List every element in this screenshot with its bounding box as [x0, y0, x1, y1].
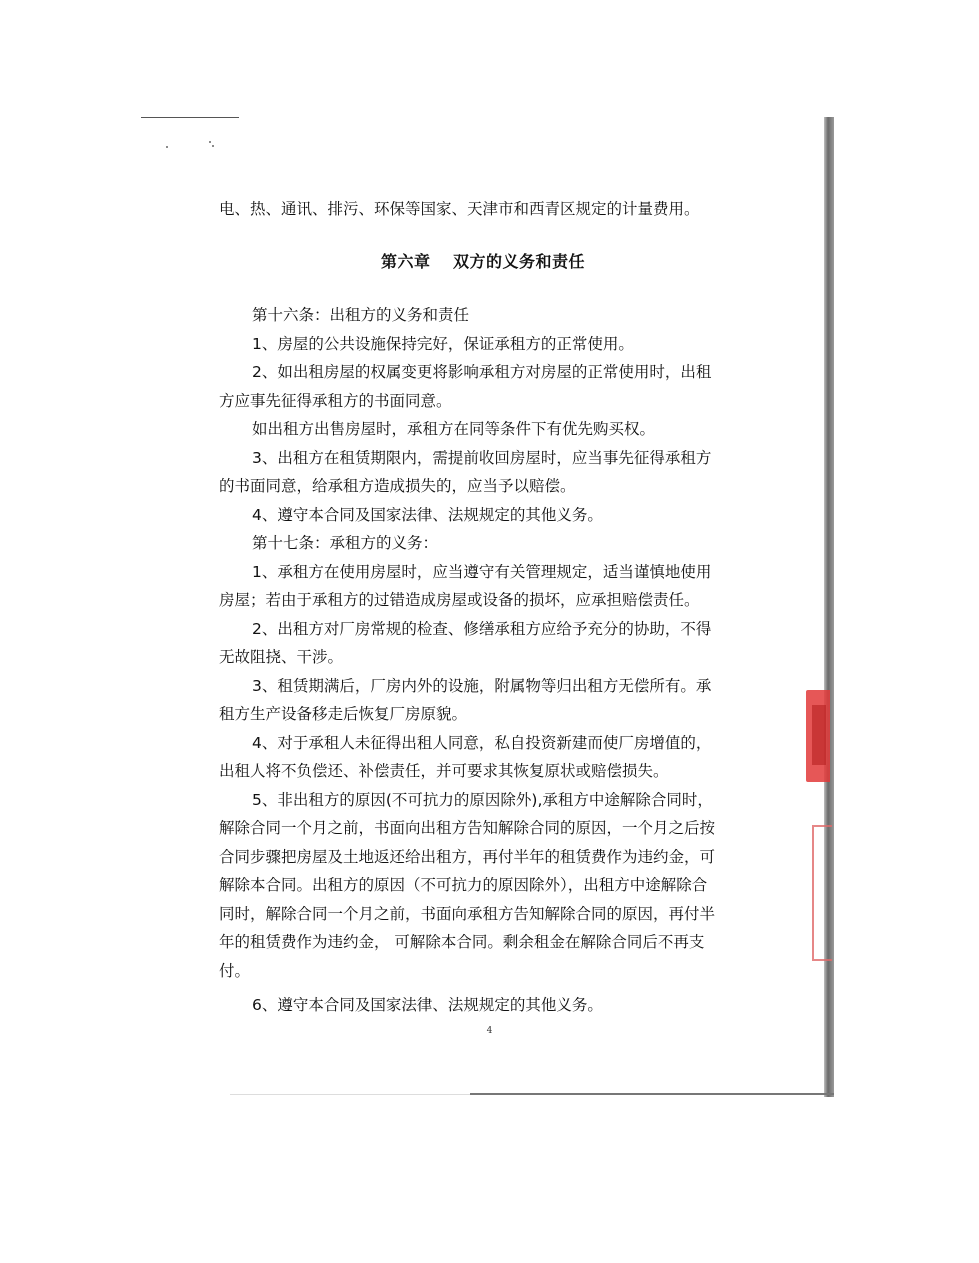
paragraph-line: 3、出租方在租赁期限内，需提前收回房屋时，应当事先征得承租方	[252, 448, 712, 467]
paragraph-line: 电、热、通讯、排污、环保等国家、天津市和西青区规定的计量费用。	[219, 200, 700, 218]
scan-page-edge-bottom	[470, 1093, 834, 1095]
scan-speck	[166, 146, 168, 148]
scan-speck	[209, 141, 211, 143]
paragraph-line: 1、承租方在使用房屋时，应当遵守有关管理规定，适当谨慎地使用	[252, 562, 712, 581]
paragraph-line: 5、非出租方的原因(不可抗力的原因除外),承租方中途解除合同时，	[252, 790, 713, 809]
paragraph-line: 2、出租方对厂房常规的检查、修缮承租方应给予充分的协助，不得	[252, 619, 712, 638]
paragraph-line: 4、遵守本合同及国家法律、法规规定的其他义务。	[252, 505, 603, 524]
document-body	[219, 195, 739, 1020]
paragraph-line: 4、对于承租人未征得出租人同意，私自投资新建而使厂房增值的，	[252, 733, 712, 752]
paragraph-line: 房屋；若由于承租方的过错造成房屋或设备的损坏，应承担赔偿责任。	[219, 591, 700, 609]
paragraph-line: 年的租赁费作为违约金， 可解除本合同。剩余租金在解除合同后不再支	[219, 933, 705, 951]
paragraph-line: 第十七条：承租方的义务：	[252, 534, 439, 552]
chapter-title: 第六章 双方的义务和责任	[380, 251, 586, 271]
paragraph-line: 付。	[219, 961, 251, 980]
paragraph-line: 第十六条：出租方的义务和责任	[252, 306, 470, 324]
scan-page-edge-bottom-faint	[230, 1094, 470, 1095]
paragraph-line: 6、遵守本合同及国家法律、法规规定的其他义务。	[252, 996, 603, 1014]
paragraph-line: 的书面同意，给承租方造成损失的，应当予以赔偿。	[219, 477, 576, 495]
seal-outline-fragment	[812, 825, 832, 961]
paragraph-line: 如出租方出售房屋时，承租方在同等条件下有优先购买权。	[252, 420, 656, 438]
clause-list	[219, 301, 739, 1020]
paragraph-line: 1、房屋的公共设施保持完好，保证承租方的正常使用。	[252, 334, 634, 353]
paragraph-line: 解除合同一个月之前，书面向出租方告知解除合同的原因，一个月之后按	[219, 819, 716, 837]
paragraph-line: 2、如出租房屋的权属变更将影响承租方对房屋的正常使用时，出租	[252, 363, 712, 381]
scan-speck	[212, 145, 214, 147]
paragraph-line: 方应事先征得承租方的书面同意。	[219, 391, 452, 410]
paragraph-line: 3、租赁期满后，厂房内外的设施，附属物等归出租方无偿所有。承	[252, 676, 712, 695]
paragraph-line: 解除本合同。出租方的原因（不可抗力的原因除外），出租方中途解除合	[219, 876, 708, 894]
scan-top-rule	[141, 117, 239, 118]
paragraph-line: 出租人将不负偿还、补偿责任，并可要求其恢复原状或赔偿损失。	[219, 762, 669, 780]
red-seal-fragment-inner	[812, 705, 826, 765]
page-number: 4	[486, 1026, 493, 1036]
paragraph-line: 租方生产设备移走后恢复厂房原貌。	[219, 705, 468, 723]
paragraph-line: 同时，解除合同一个月之前，书面向承租方告知解除合同的原因，再付半	[219, 904, 716, 923]
paragraph-line: 无故阻挠、干涉。	[219, 648, 344, 666]
paragraph-line: 合同步骤把房屋及土地返还给出租方，再付半年的租赁费作为违约金，可	[219, 847, 716, 866]
